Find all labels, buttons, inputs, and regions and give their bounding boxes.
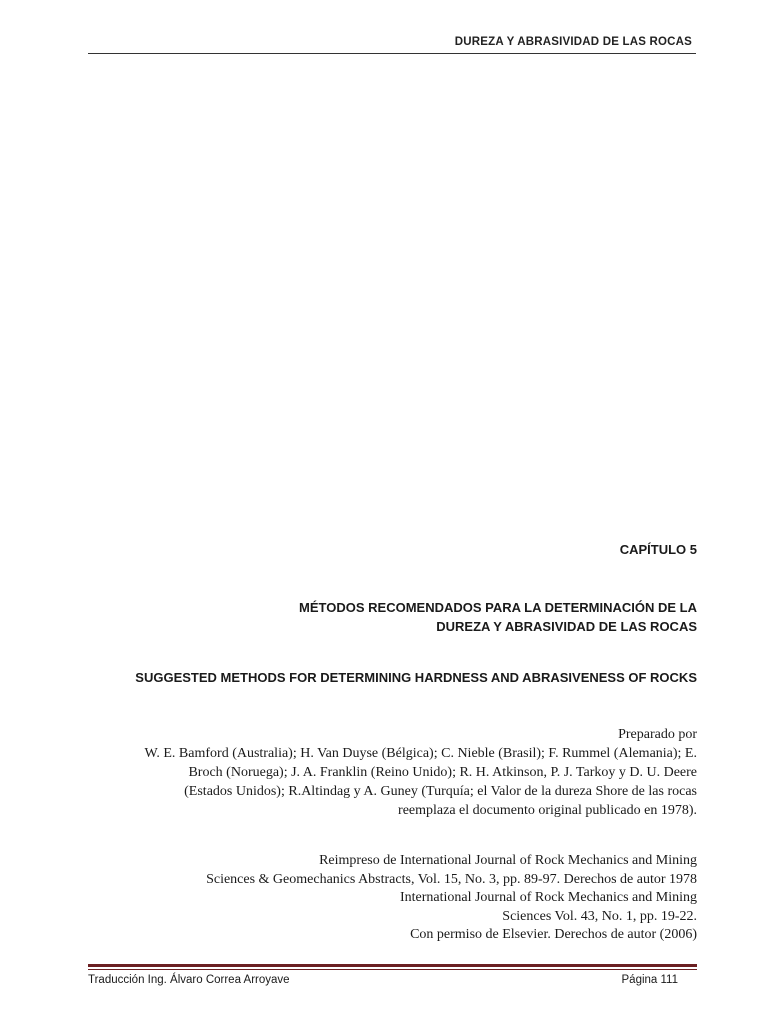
- reprint-line-2: Sciences & Geomechanics Abstracts, Vol. 15, No. 3, pp. 89-97. Derechos de autor 1978: [206, 871, 697, 887]
- spanish-title-line-2: DUREZA Y ABRASIVIDAD DE LAS ROCAS: [436, 619, 697, 634]
- reprint-line-4: Sciences Vol. 43, No. 1, pp. 19-22.: [502, 908, 697, 924]
- header-divider: [88, 53, 696, 54]
- authors-line-2: Broch (Noruega); J. A. Franklin (Reino Unido); R. H. Atkinson, P. J. Tarkoy y D. U. Deere: [188, 765, 697, 780]
- spanish-title-line-1: MÉTODOS RECOMENDADOS PARA LA DETERMINACIÓN DE LA: [299, 600, 697, 615]
- footer-page-number: Página 111: [621, 974, 678, 986]
- reprint-line-1: Reimpreso de International Journal of Rock Mechanics and Mining: [319, 853, 697, 868]
- english-title: SUGGESTED METHODS FOR DETERMINING HARDNESS AND ABRASIVENESS OF ROCKS: [135, 670, 697, 685]
- reprint-line-3: International Journal of Rock Mechanics and Mining: [399, 890, 697, 905]
- authors-block: [88, 725, 697, 820]
- footer-translator-credit: Traducción Ing. Álvaro Correa Arroyave: [88, 974, 290, 986]
- chapter-label: CAPÍTULO 5: [619, 542, 697, 557]
- prepared-by-label: Preparado por: [618, 727, 697, 742]
- authors-line-4: reemplaza el documento original publicado en 1978).: [398, 803, 697, 818]
- authors-line-1: W. E. Bamford (Australia); H. Van Duyse (Bélgica); C. Nieble (Brasil); F. Rummel (Alemania); E.: [144, 746, 697, 761]
- spanish-title: [88, 598, 697, 636]
- reprint-line-5: Con permiso de Elsevier. Derechos de autor (2006): [410, 927, 697, 942]
- authors-line-3: (Estados Unidos); R.Altindag y A. Guney (Turquía; el Valor de la dureza Shore de las rocas: [184, 784, 697, 799]
- running-header: DUREZA Y ABRASIVIDAD DE LAS ROCAS: [454, 36, 692, 48]
- reprint-notice: [88, 852, 697, 945]
- footer-divider-thick: [88, 964, 697, 967]
- footer-divider-thin: [88, 969, 697, 970]
